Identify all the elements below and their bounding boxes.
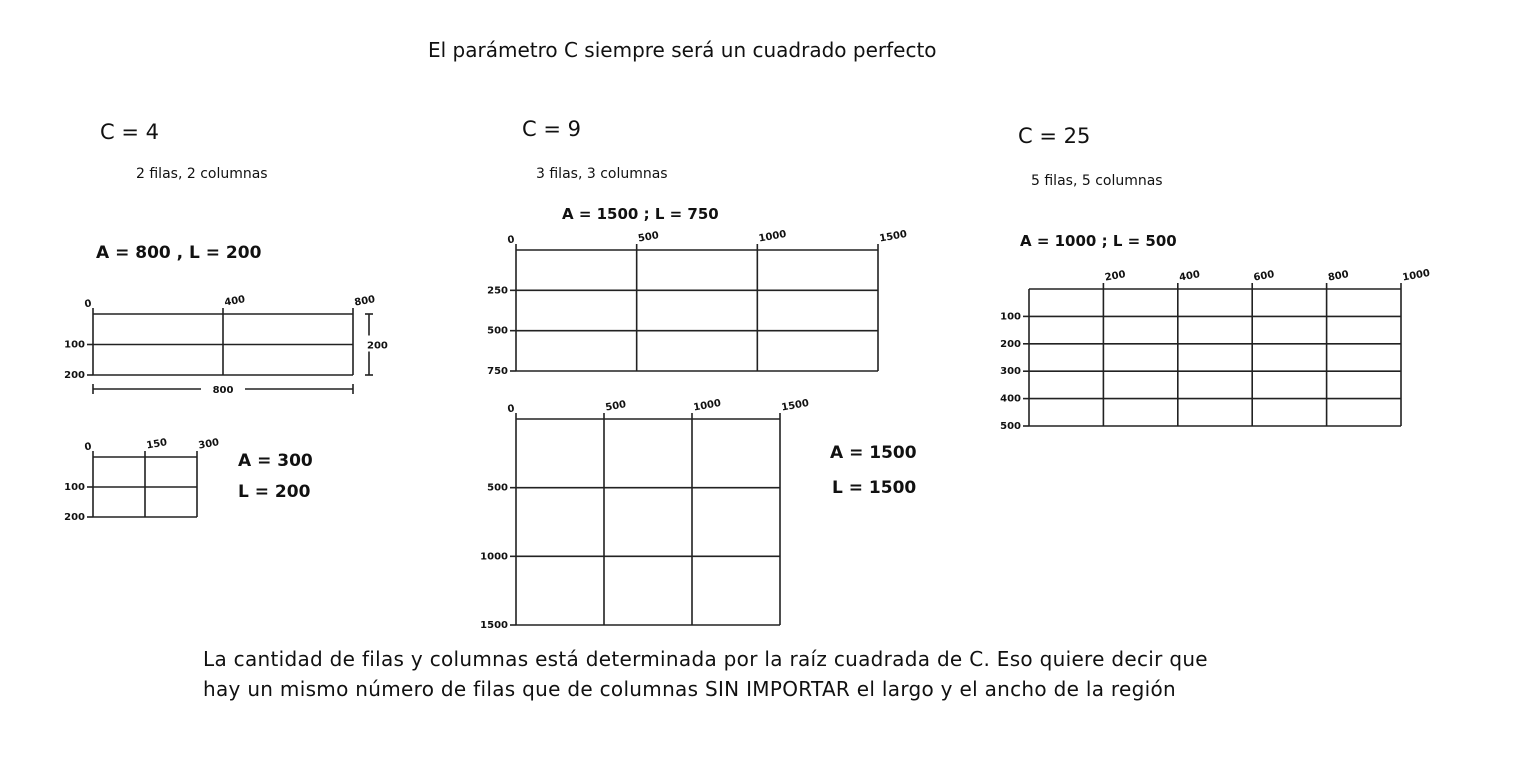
grid-c9-1500x1500-left-tick-label: 1000 [480,551,508,563]
grid-c25-1000x500-top-tick-label: 400 [1178,269,1201,284]
case-c25-dims: A = 1000 ; L = 500 [1020,232,1177,250]
case-c9-label: C = 9 [522,117,581,141]
case-c9-second-l: L = 1500 [832,478,917,498]
grid-c4-300x200-top-tick-label: 0 [83,441,93,454]
grid-c25-1000x500-left-tick-label: 400 [1000,393,1021,405]
case-c4-dims: A = 800 , L = 200 [96,243,262,263]
footer-line-1: La cantidad de filas y columnas está determinada por la raíz cuadrada de C. Eso quiere decir que [203,647,1208,671]
case-c25-label: C = 25 [1018,124,1091,148]
grid-c4-800x200-top-tick-label: 400 [223,294,247,309]
case-c9-subtitle: 3 filas, 3 columnas [536,166,668,182]
case-c4-label: C = 4 [100,120,159,144]
grid-c25-1000x500-left-tick-label: 300 [1000,366,1021,378]
case-c4-subtitle: 2 filas, 2 columnas [136,166,268,182]
grid-c25-1000x500-top-tick-label: 600 [1252,269,1276,284]
grid-c9-1500x750-top-tick-label: 0 [506,234,516,247]
grid-c4-300x200-top-tick-label: 150 [145,437,169,452]
grid-c9-1500x750-left-tick-label: 250 [487,285,508,297]
case-c9-second-a: A = 1500 [830,443,917,463]
case-c4-second-l: L = 200 [238,482,311,502]
grid-c25-1000x500-left-tick-label: 100 [1000,311,1021,323]
case-c9-dims: A = 1500 ; L = 750 [562,205,719,223]
grid-c4-800x200-left-tick-label: 200 [64,370,85,381]
grid-c25-1000x500-left-tick-label: 200 [1000,338,1021,350]
grid-c9-1500x1500-left-tick-label: 500 [487,482,508,494]
grid-c9-1500x750-top-tick-label: 1500 [878,228,908,245]
grid-c9-1500x750-top-tick-label: 1000 [757,228,788,245]
grid-c9-1500x1500-top-tick-label: 1000 [692,397,722,414]
grid-c4-800x200-top-tick-label: 0 [83,298,93,311]
grid-c4-300x200-left-tick-label: 200 [64,512,85,523]
page-title: El parámetro C siempre será un cuadrado perfecto [428,38,937,62]
grid-c25-1000x500-left-tick-label: 500 [1000,421,1021,432]
grid-c9-1500x1500-top-tick-label: 1500 [780,397,810,414]
grid-c4-800x200-left-tick-label: 100 [64,339,85,351]
grid-c4-300x200-left-tick-label: 100 [64,482,85,493]
grid-c25-1000x500-top-tick-label: 200 [1103,269,1127,284]
grid-c9-1500x750-top-tick-label: 500 [637,230,660,245]
grid-c4-300x200-top-tick-label: 300 [197,437,221,452]
grid-c25-1000x500-top-tick-label: 800 [1327,269,1350,284]
grid-c9-1500x1500-left-tick-label: 1500 [480,620,508,631]
case-c25-subtitle: 5 filas, 5 columnas [1031,173,1163,189]
grid-c9-1500x750-left-tick-label: 500 [487,325,508,337]
grid-c4-800x200-top-tick-label: 800 [353,294,377,309]
grid-c9-1500x1500-top-tick-label: 500 [604,399,628,414]
case-c4-second-a: A = 300 [238,451,313,471]
footer-line-2: hay un mismo número de filas que de columnas SIN IMPORTAR el largo y el ancho de la región [203,677,1176,701]
grid-c4-800x200-height-label: 200 [367,340,388,352]
grid-c9-1500x750-left-tick-label: 750 [487,366,508,377]
grid-c25-1000x500-top-tick-label: 1000 [1401,267,1431,284]
grid-c9-1500x1500-top-tick-label: 0 [506,403,516,416]
grid-c4-800x200-width-label: 800 [212,385,234,396]
